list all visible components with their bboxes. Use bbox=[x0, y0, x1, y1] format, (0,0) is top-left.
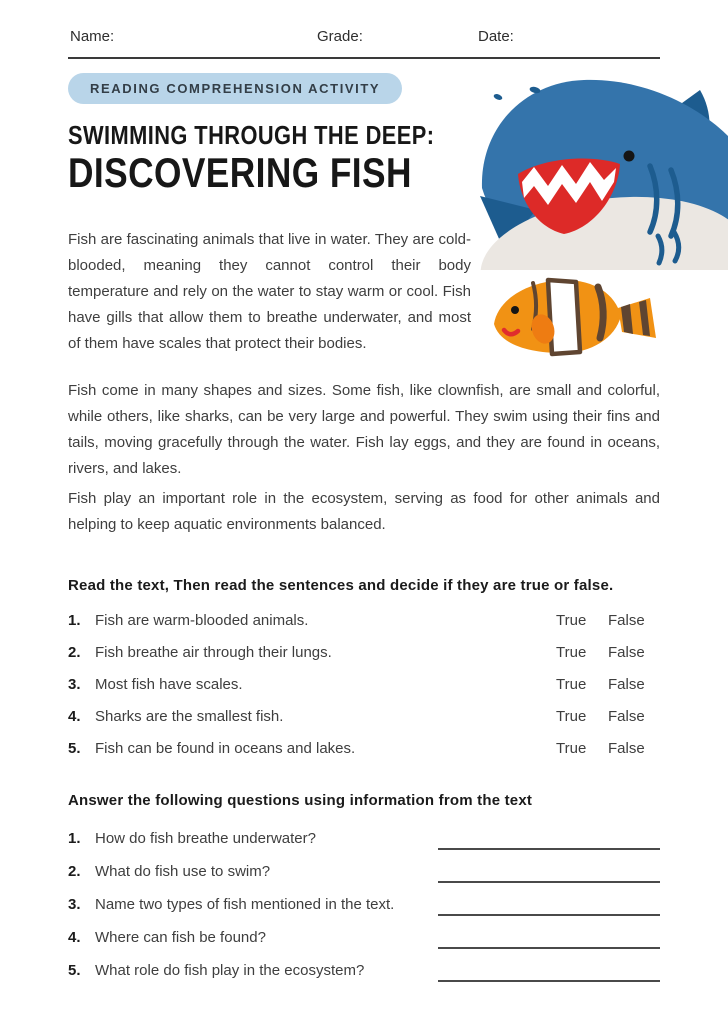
true-option-4[interactable]: True bbox=[556, 708, 587, 725]
question-row-1 bbox=[68, 830, 660, 851]
question-row-3 bbox=[68, 896, 660, 917]
question-text: What do fish use to swim? bbox=[95, 863, 271, 880]
clownfish-illustration bbox=[488, 272, 658, 367]
paragraph-1: Fish are fascinating animals that live in water. They are cold-blooded, meaning they cannot control their body temperature and rely on the water to stay warm or cool. Fish have gills that allow them to breathe underwater, and most of them have scales that protect their bodies. bbox=[68, 231, 471, 352]
question-row-4 bbox=[68, 929, 660, 950]
statement-text: Fish breathe air through their lungs. bbox=[95, 644, 332, 661]
false-option-2[interactable]: False bbox=[608, 644, 645, 661]
statement-text: Sharks are the smallest fish. bbox=[95, 708, 284, 725]
question-text: Name two types of fish mentioned in the text. bbox=[95, 896, 395, 913]
false-option-3[interactable]: False bbox=[608, 676, 645, 693]
answer-line-4[interactable] bbox=[438, 929, 660, 949]
item-number: 4. bbox=[68, 708, 81, 725]
name-label: Name: bbox=[70, 28, 115, 45]
answer-line-2[interactable] bbox=[438, 863, 660, 883]
question-text: What role do fish play in the ecosystem? bbox=[95, 962, 365, 979]
header-writing-line[interactable] bbox=[68, 57, 660, 59]
item-number: 5. bbox=[68, 740, 81, 757]
item-number: 3. bbox=[68, 676, 81, 693]
statement-text: Most fish have scales. bbox=[95, 676, 243, 693]
item-number: 2. bbox=[68, 644, 81, 661]
true-false-heading: Read the text, Then read the sentences and decide if they are true or false. bbox=[68, 577, 614, 594]
clownfish-icon bbox=[488, 272, 658, 367]
question-row-5 bbox=[68, 962, 660, 983]
questions-heading: Answer the following questions using information from the text bbox=[68, 792, 533, 809]
false-option-1[interactable]: False bbox=[608, 612, 645, 629]
true-option-1[interactable]: True bbox=[556, 612, 587, 629]
true-false-row-2 bbox=[68, 644, 660, 664]
item-number: 1. bbox=[68, 612, 81, 629]
activity-badge: READING COMPREHENSION ACTIVITY bbox=[68, 73, 402, 104]
true-option-5[interactable]: True bbox=[556, 740, 587, 757]
date-label: Date: bbox=[478, 28, 514, 45]
item-number: 3. bbox=[68, 896, 81, 913]
item-number: 2. bbox=[68, 863, 81, 880]
answer-line-3[interactable] bbox=[438, 896, 660, 916]
true-option-2[interactable]: True bbox=[556, 644, 587, 661]
worksheet-subtitle: SWIMMING THROUGH THE DEEP: bbox=[68, 120, 435, 150]
item-number: 5. bbox=[68, 962, 81, 979]
item-number: 1. bbox=[68, 830, 81, 847]
paragraph-2: Fish come in many shapes and sizes. Some fish, like clownfish, are small and colorful, while others, like sharks, can be very large and powerful. They swim using their fins and tails, moving gracefully through the water. Fish lay eggs, and they are found in oceans, rivers, and lakes. bbox=[68, 382, 660, 477]
item-number: 4. bbox=[68, 929, 81, 946]
questions-list bbox=[68, 830, 660, 983]
true-option-3[interactable]: True bbox=[556, 676, 587, 693]
false-option-4[interactable]: False bbox=[608, 708, 645, 725]
question-text: Where can fish be found? bbox=[95, 929, 266, 946]
true-false-row-5 bbox=[68, 740, 660, 760]
answer-line-5[interactable] bbox=[438, 962, 660, 982]
true-false-row-1 bbox=[68, 612, 660, 632]
true-false-list bbox=[68, 612, 660, 760]
grade-label: Grade: bbox=[317, 28, 363, 45]
shark-icon bbox=[472, 70, 728, 270]
statement-text: Fish can be found in oceans and lakes. bbox=[95, 740, 356, 757]
true-false-row-4 bbox=[68, 708, 660, 728]
false-option-5[interactable]: False bbox=[608, 740, 645, 757]
question-text: How do fish breathe underwater? bbox=[95, 830, 316, 847]
worksheet-title: DISCOVERING FISH bbox=[68, 149, 412, 196]
statement-text: Fish are warm-blooded animals. bbox=[95, 612, 309, 629]
true-false-row-3 bbox=[68, 676, 660, 696]
shark-illustration bbox=[472, 70, 728, 270]
paragraph-3: Fish play an important role in the ecosystem, serving as food for other animals and helping to keep aquatic environments balanced. bbox=[68, 490, 660, 533]
question-row-2 bbox=[68, 863, 660, 884]
answer-line-1[interactable] bbox=[438, 830, 660, 850]
